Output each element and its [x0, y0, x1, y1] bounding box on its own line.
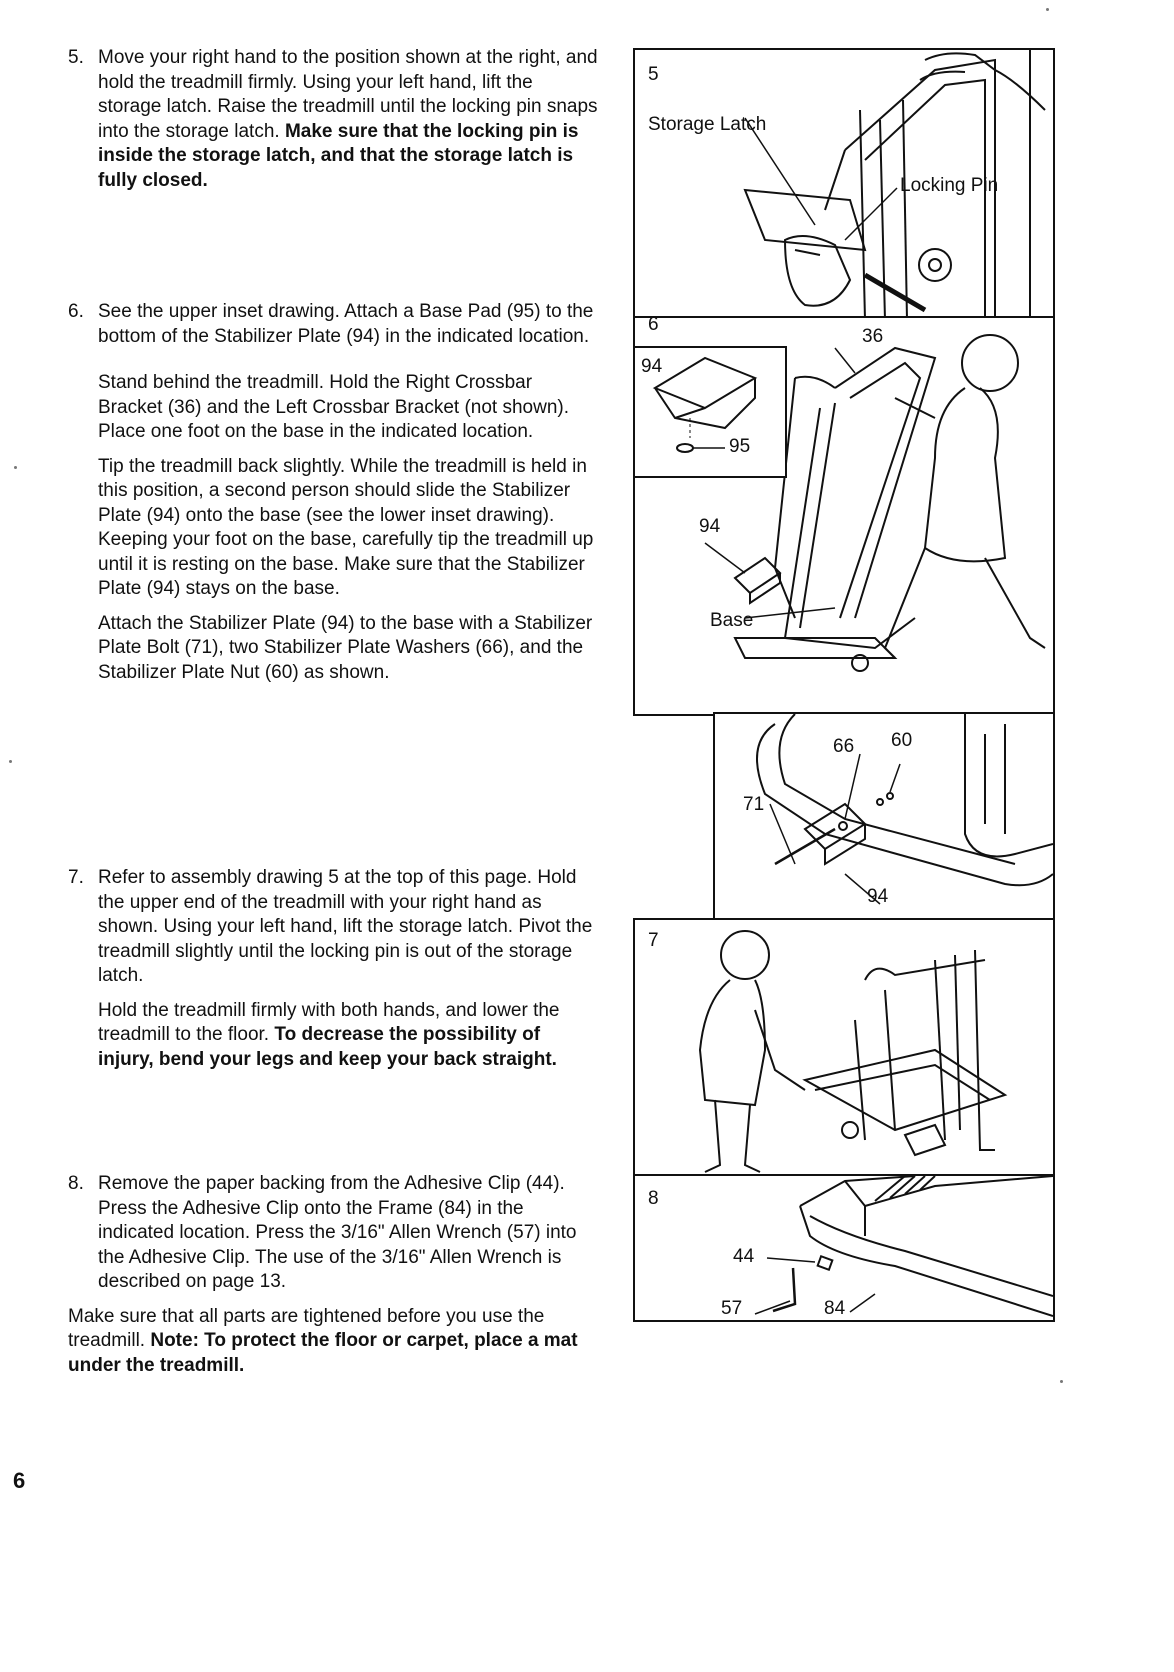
callout-84: 84 [824, 1298, 846, 1319]
step-number: 7. [68, 867, 84, 888]
step-8 [68, 1172, 598, 1388]
callout-95: 95 [729, 436, 751, 457]
callout-locking-pin: Locking Pin [900, 175, 999, 196]
step-paragraph: Remove the paper backing from the Adhesive Clip (44). Press the Adhesive Clip onto the Frame (84) in the indicated location. Press the 3/16" Allen Wrench (57) into the Adhesive Clip. The use of the 3/16" Allen Wrench is described on page 13. [98, 1173, 577, 1292]
callout-44: 44 [733, 1246, 755, 1267]
figure-number: 7 [648, 930, 659, 951]
step-paragraph: Tip the treadmill back slightly. While the treadmill is held in this position, a second person should slide the Stabilizer Plate (94) onto the base (see the lower inset drawing). Keeping your foot on the base, carefully tip the treadmill up until it is resting on the base. Make sure that the Stabilizer Plate (94) stays on the base. [98, 455, 594, 599]
figure-5 [633, 48, 1055, 320]
scan-speck [9, 760, 12, 763]
step-paragraph: Attach the Stabilizer Plate (94) to the base with a Stabilizer Plate Bolt (71), two Stabilizer Plate Washers (66), and the Stabilizer Plate Nut (60) as shown. [98, 612, 593, 683]
figure-7 [633, 918, 1055, 1178]
step-warning: Make sure that the locking pin is inside the storage latch, and that the storage latch is fully closed. [98, 120, 579, 191]
figure-number: 6 [648, 316, 659, 335]
step-paragraph: Make sure that all parts are tightened before you use the treadmill. [68, 1305, 545, 1351]
callout-94-inset: 94 [641, 356, 663, 377]
step-6 [68, 300, 598, 695]
callout-60: 60 [891, 730, 913, 751]
scan-speck [14, 466, 17, 469]
scan-speck [1046, 8, 1049, 11]
callout-storage-latch: Storage Latch [648, 114, 767, 135]
callout-57: 57 [721, 1298, 743, 1319]
inset-base-pad [633, 346, 787, 478]
page-number: 6 [13, 1468, 26, 1493]
step-number: 8. [68, 1173, 84, 1194]
step-paragraph: Stand behind the treadmill. Hold the Right Crossbar Bracket (36) and the Left Crossbar Bracket (not shown). Place one foot on the base in the indicated location. [98, 372, 569, 442]
step-text: Move your right hand to the position shown at the right, and hold the treadmill firmly. Using your left hand, lift the storage latch. Raise the treadmill until the locking pin snaps into the storage latch. [98, 47, 598, 142]
step-warning: Note: To protect the floor or carpet, place a mat under the treadmill. [68, 1330, 578, 1376]
callout-94-lower: 94 [867, 886, 889, 907]
callout-base: Base [710, 610, 754, 631]
scan-speck [1060, 1380, 1063, 1383]
figure-7-drawing [635, 920, 1053, 1176]
step-paragraph: See the upper inset drawing. Attach a Base Pad (95) to the bottom of the Stabilizer Plate (94) in the indicated location. [98, 301, 594, 347]
figure-8 [633, 1174, 1055, 1322]
step-5 [68, 46, 598, 203]
figure-6-lower-inset [713, 712, 1055, 922]
figure-number: 8 [648, 1188, 659, 1209]
step-number: 6. [68, 301, 84, 322]
figure-number: 5 [648, 64, 659, 85]
figure-6 [633, 316, 1055, 716]
callout-94: 94 [699, 516, 721, 537]
step-paragraph: Refer to assembly drawing 5 at the top of this page. Hold the upper end of the treadmill with your right hand as shown. Using your left hand, lift the storage latch. Pivot the treadmill slightly until the locking pin is out of the storage latch. [98, 867, 593, 986]
callout-66: 66 [833, 736, 855, 757]
step-7 [68, 866, 598, 1082]
step-paragraph: Hold the treadmill firmly with both hands, and lower the treadmill to the floor. [98, 999, 560, 1045]
callout-36: 36 [862, 326, 884, 347]
step-warning: To decrease the possibility of injury, bend your legs and keep your back straight. [98, 1024, 557, 1070]
step-number: 5. [68, 47, 84, 68]
callout-71: 71 [743, 794, 765, 815]
